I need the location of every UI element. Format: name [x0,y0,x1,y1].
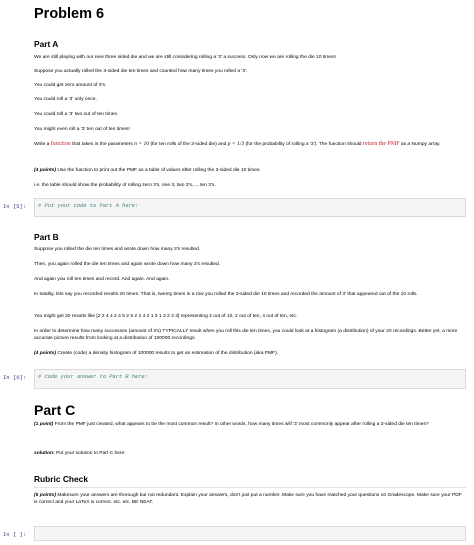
part-b-heading: Part B [34,232,59,242]
part-a-p4: You could roll a '3' only once. [34,97,97,102]
solution-label: solution: [34,451,55,456]
part-a-p5: You could roll a '3' two out of ten times. [34,112,119,117]
code-cell-part-a[interactable] [34,198,466,217]
part-a-p8 [34,168,466,175]
p1-rest: From the PMF just created, what appears to be the most common result? In other words, how many times will '3' most commonly appear after rolling a 3-sided die ten times? [54,422,429,427]
part-a-p6: You might even roll a '3' ten out of ten times! [34,127,130,132]
p8-rest: Use the function to print out the PMF as a table of values after rolling the 3-sided die 10 times. [57,168,261,173]
part-b-p6: In order to determine how many successes (amount of 3's) TYPICALLY result when you roll this die ten times, you could look at a histogram (a distribution) of your 20 recordings. Better yet, a more accurate picture results from looking at a distribution of 100000 recordings. [34,329,458,341]
cell-prompt: In [6]: [3,374,27,381]
part-b-p4: In totality, lets say you recorded results 20 times. That is, twenty times in a row you rolled the 3-sided die 10 times and recorded the amount of 3' that appeared out of the 10 rolls. [34,292,418,297]
problem-title: Problem 6 [34,6,105,22]
part-a-p3: You could get zero amount of 3's. [34,83,107,88]
part-c-solution [34,451,466,458]
part-a-p2: Suppose you actually rolled the 3-sided die ten times and counted how many times you rolled a '3'. [34,69,248,74]
points-label: (4 points) [34,168,57,173]
p7-rest: Create (code) a density histogram of 100000 results to get an estimation of the distribution (aka PMF). [57,351,279,356]
part-a-p7 [34,141,466,149]
part-b-p1: Suppose you rolled the die ten times and wrote down how many 3's resulted. [34,247,201,252]
param-n: n = 10 [134,141,150,147]
part-a-p1: We are still playing with our new three sided die and we are still considering rolling a '3' a success. Only now we are rolling the die 10 times! [34,55,336,60]
param-p: p = 1/3 [227,141,245,147]
code-comment: # code your answer to Part B here: [38,374,148,380]
p7-text-a: Write a [34,142,50,147]
part-b-p5: You might get 20 results like [2 2 4 4 2 4 5 2 5 2 2 4 2 1 3 1 3 2 3 3] representing 2 out of 10, 2 out of ten, 4 out of ten, etc. [34,314,298,319]
part-b-p3: And again you roll ten times and record. And again. And again. [34,277,170,282]
part-c-heading: Part C [34,402,76,418]
cell-prompt: In [5]: [3,203,27,210]
code-comment: # Put your code to Part A here: [38,203,139,209]
part-c-p1 [34,422,466,429]
p7-text-c: (for ten rolls of the 3-sided die) and [150,142,227,147]
code-cell-empty[interactable] [34,526,466,541]
p7-text-e: as a Numpy array. [400,142,441,147]
cell-prompt: In [ ]: [3,531,27,538]
part-b-p2: Then, you again rolled the die ten times and again wrote down how many 3's resulted. [34,262,221,267]
rubric-p1 [34,493,466,507]
return-pmf: return the PMF [362,141,400,147]
part-a-p9: i.e. the table should show the probability of rolling zero 3's, one 3, two 3's,..., ten 3's. [34,183,216,188]
p7-text-d: (for the probability of rolling a '3'). The function should [245,142,362,147]
solution-text: Put your solution to Part C here: [56,451,126,456]
code-cell-part-b[interactable] [34,369,466,389]
points-label: (1 point) [34,422,54,427]
rubric-rest: Makesure your answers are thorough but not redundant. Explain your answers, don't just put a number. Make sure you have matched your questions on Gradescope. Make sure your PDF is correct and your LaTeX is correct. etc. etc. BE NEAT. [34,493,462,505]
part-a-heading: Part A [34,39,59,49]
points-label: (5 points) [34,493,57,498]
p7-text-b: that takes in the parameters [72,142,133,147]
function-keyword: function [50,141,71,147]
rubric-heading: Rubric Check [34,474,88,484]
divider [34,487,466,488]
part-b-p7 [34,351,466,358]
points-label: (4 points) [34,351,57,356]
